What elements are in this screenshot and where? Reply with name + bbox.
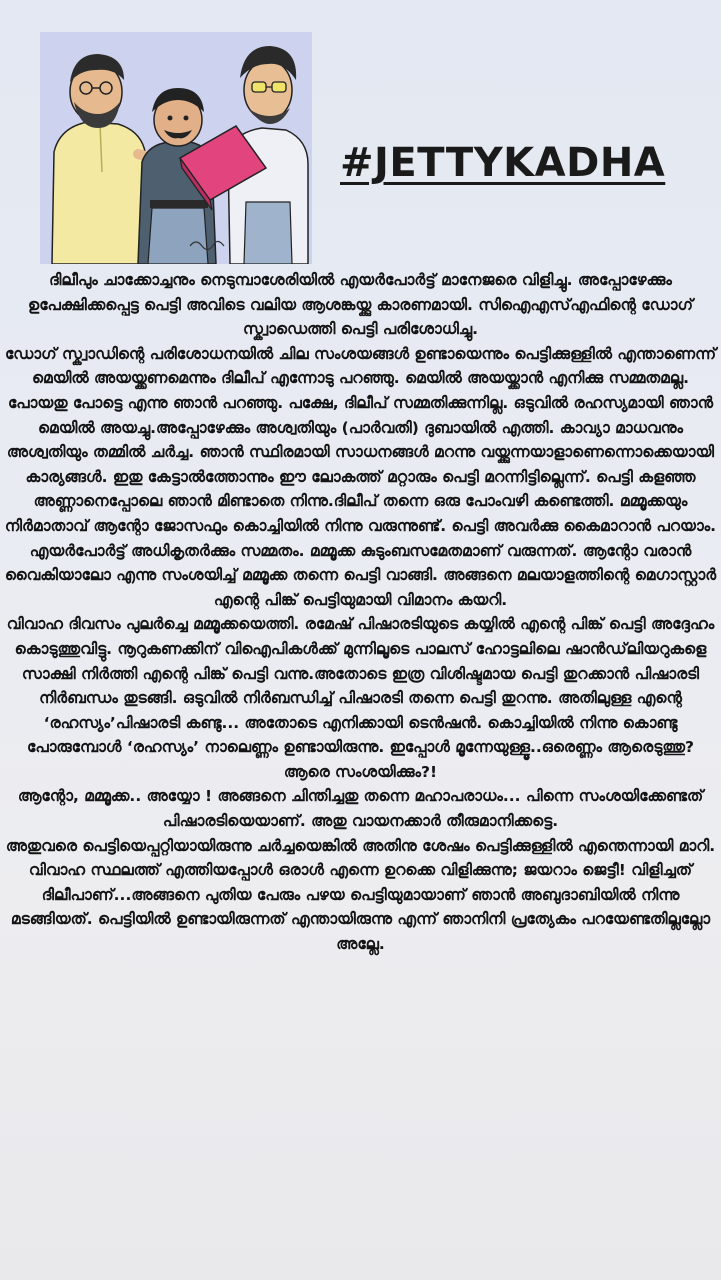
hashtag-title: #JETTYKADHA (340, 140, 666, 186)
story-paragraph: ഡോഗ് സ്ക്വാഡിന്റെ പരിശോധനയിൽ ചില സംശയങ്ങൾ ഉണ്ടായെന്നും പെട്ടിക്കുള്ളിൽ എന്താണെന്ന് മെയിൽ അയയ്ക്കണമെന്നും ദിലീപ് എന്നോടു പറഞ്ഞു. മെയിൽ അയയ്ക്കാൻ എനിക്കു സമ്മതമല്ല. പോയതു പോട്ടെ എന്നു ഞാൻ പറഞ്ഞു. പക്ഷേ, ദിലീപ് സമ്മതിക്കുന്നില്ല. ഒടുവിൽ രഹസ്യമായി ഞാൻ മെയിൽ അയച്ചു.അപ്പോഴേക്കും അശ്വതിയും (പാർവതി) ദുബായിൽ എത്തി. കാവ്യാ മാധവനും അശ്വതിയും തമ്മിൽ ചർച്ച. ഞാൻ സ്ഥിരമായി സാധനങ്ങൾ മറന്നു വയ്ക്കുന്നയാളാണെന്നൊക്കെയായി കാര്യങ്ങൾ. ഇതു കേട്ടാൽത്തോന്നും ഈ ലോകത്ത് മറ്റാരും പെട്ടി മറന്നിട്ടില്ലെന്ന്. പെട്ടി കളഞ്ഞ അണ്ണാനെപ്പോലെ ഞാൻ മിണ്ടാതെ നിന്നു.ദിലീപ് തന്നെ ഒരു പോംവഴി കണ്ടെത്തി. മമ്മൂക്കയും നിർമാതാവ് ആന്റോ ജോസഫും കൊച്ചിയിൽ നിന്നു വരുന്നുണ്ട്. പെട്ടി അവർക്കു കൈമാറാൻ പറയാം. എയർപോർട്ട് അധികൃതർക്കും സമ്മതം. മമ്മൂക്ക കുടുംബസമേതമാണ് വരുന്നത്. ആന്റോ വരാൻ വൈകിയാലോ എന്നു സംശയിച്ച് മമ്മൂക്ക തന്നെ പെട്ടി വാങ്ങി. അങ്ങനെ മലയാളത്തിന്റെ മെഗാസ്റ്റാർ എന്റെ പിങ്ക് പെട്ടിയുമായി വിമാനം കയറി. (4, 344, 717, 609)
caricature-illustration (40, 32, 312, 264)
story-body (4, 268, 717, 957)
caricature-drawing (40, 32, 312, 264)
story-paragraph: വിവാഹ ദിവസം പുലർച്ചെ മമ്മൂക്കയെത്തി. രമേഷ് പിഷാരടിയുടെ കയ്യിൽ എന്റെ പിങ്ക് പെട്ടി അദ്ദേഹം കൊടുത്തുവിട്ടു. നൂറുകണക്കിന് വിഐപികൾക്ക് മുന്നിലൂടെ പാലസ് ഹോട്ടലിലെ ഷാൻഡ്‌ലിയറുകളെ സാക്ഷി നിർത്തി എന്റെ പിങ്ക് പെട്ടി വന്നു.അതോടെ ഇത്ര വിശിഷ്ടമായ പെട്ടി തുറക്കാൻ പിഷാരടി നിർബന്ധം തുടങ്ങി. ഒടുവിൽ നിർബന്ധിച്ച് പിഷാരടി തന്നെ പെട്ടി തുറന്നു. അതിലുള്ള എന്റെ ‘രഹസ്യം’പിഷാരടി കണ്ടു... അതോടെ എനിക്കായി ടെൻഷൻ. കൊച്ചിയിൽ നിന്നു കൊണ്ടു പോരുമ്പോൾ ‘രഹസ്യം’ നാലെണ്ണം ഉണ്ടായിരുന്നു. ഇപ്പോൾ മൂന്നേയുള്ളൂ..ഒരെണ്ണം ആരെടുത്തു? ആരെ സംശയിക്കും?! (6, 615, 715, 781)
story-paragraph: ദിലീപും ചാക്കോച്ചനും നെടുമ്പാശേരിയിൽ എയർപോർട്ട് മാനേജരെ വിളിച്ചു. അപ്പോഴേക്കും ഉപേക്ഷിക്കപ്പെട്ട പെട്ടി അവിടെ വലിയ ആശങ്കയ്ക്കു കാരണമായി. സിഐഎസ്എഫിന്റെ ഡോഗ് സ്ക്വാഡെത്തി പെട്ടി പരിശോധിച്ചു. (28, 271, 693, 339)
story-paragraph: അതുവരെ പെട്ടിയെപ്പറ്റിയായിരുന്നു ചർച്ചയെങ്കിൽ അതിനു ശേഷം പെട്ടിക്കുള്ളിൽ എന്തെന്നായി മാറി. വിവാഹ സ്ഥലത്ത് എത്തിയപ്പോൾ ഒരാൾ എന്നെ ഉറക്കെ വിളിക്കുന്നു; ജയറാം ജെട്ടീ! വിളിച്ചത് ദിലീപാണ്...അങ്ങനെ പുതിയ പേരും പഴയ പെട്ടിയുമായാണ് ഞാൻ അബുദാബിയിൽ നിന്നു മടങ്ങിയത്. പെട്ടിയിൽ ഉണ്ടായിരുന്നത് എന്തായിരുന്നു എന്ന് ഞാനിനി പ്രത്യേകം പറയേണ്ടതില്ലല്ലോ അല്ലേ. (5, 836, 716, 954)
story-paragraph: ആന്റോ, മമ്മൂക്ക.. അയ്യോ ! അങ്ങനെ ചിന്തിച്ചതു തന്നെ മഹാപരാധം... പിന്നെ സംശയിക്കേണ്ടത് പിഷാരടിയെയാണ്. അതു വായനക്കാർ തീരുമാനിക്കട്ടെ. (17, 787, 704, 831)
